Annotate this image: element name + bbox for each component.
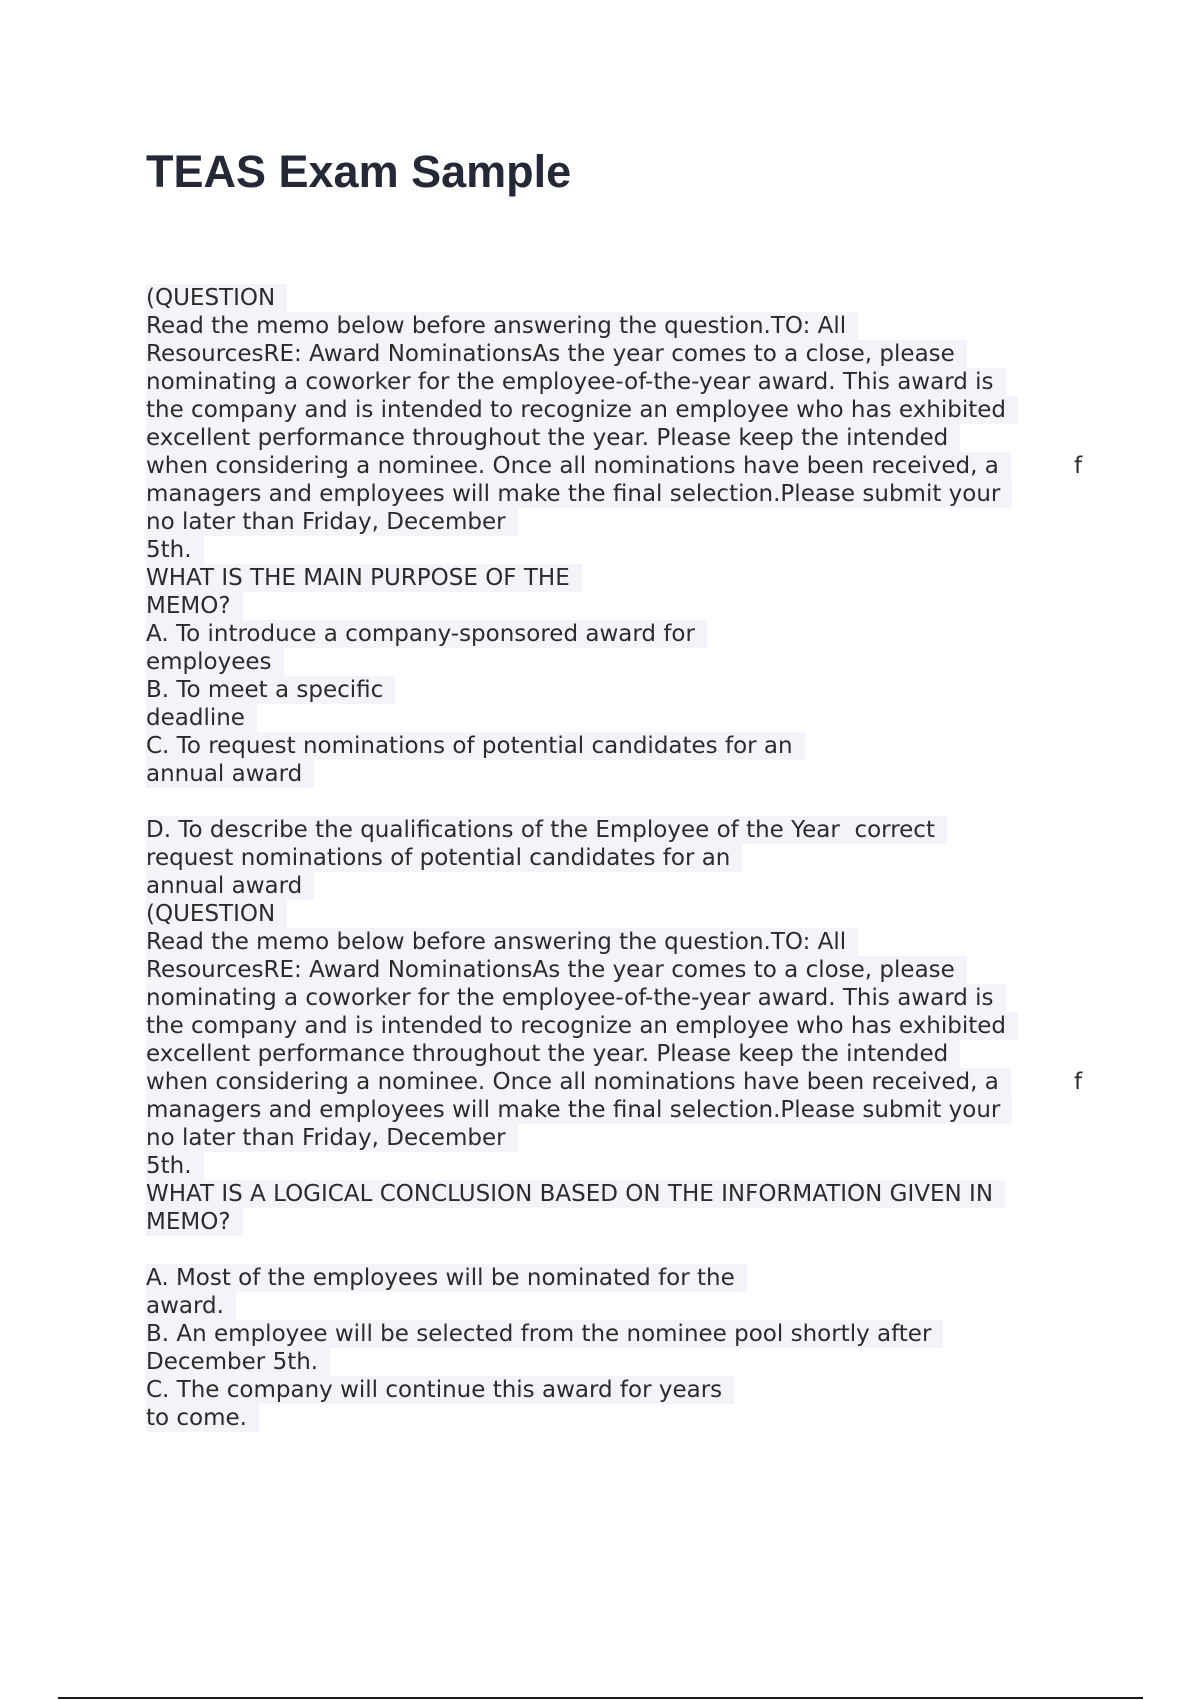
footer-rule xyxy=(58,1697,1143,1699)
answer-option-b: deadline xyxy=(146,704,1146,732)
answer-option-c: to come. xyxy=(146,1404,1146,1432)
memo-line: when considering a nominee. Once all nominations have been received, a f xyxy=(146,453,1083,479)
memo-line: when considering a nominee. Once all nominations have been received, a f xyxy=(146,1069,1083,1095)
memo-line: managers and employees will make the final selection.Please submit your xyxy=(146,1096,1146,1124)
question-prompt: WHAT IS A LOGICAL CONCLUSION BASED ON THE INFORMATION GIVEN IN xyxy=(146,1180,1146,1208)
answer-option-a: A. To introduce a company-sponsored award for xyxy=(146,620,1146,648)
memo-line: Read the memo below before answering the question.TO: All xyxy=(146,312,1146,340)
answer-option-c: C. To request nominations of potential candidates for an xyxy=(146,732,1146,760)
question-header: (QUESTION xyxy=(146,900,1146,928)
answer-option-d: annual award xyxy=(146,872,1146,900)
stray-character: f xyxy=(1074,1069,1083,1095)
question-prompt: WHAT IS THE MAIN PURPOSE OF THE xyxy=(146,564,1146,592)
memo-line: ResourcesRE: Award NominationsAs the year comes to a close, please xyxy=(146,956,1146,984)
answer-option-c: annual award xyxy=(146,760,1146,788)
memo-line: excellent performance throughout the year. Please keep the intended xyxy=(146,424,1146,452)
memo-line: nominating a coworker for the employee-of-the-year award. This award is xyxy=(146,368,1146,396)
answer-option-d: request nominations of potential candidates for an xyxy=(146,844,1146,872)
memo-line: no later than Friday, December xyxy=(146,1124,1146,1152)
memo-line: 5th. xyxy=(146,1152,1146,1180)
answer-option-d: D. To describe the qualifications of the Employee of the Year correct xyxy=(146,816,1146,844)
answer-option-b: December 5th. xyxy=(146,1348,1146,1376)
memo-line: no later than Friday, December xyxy=(146,508,1146,536)
answer-option-b: B. To meet a specific xyxy=(146,676,1146,704)
memo-line: excellent performance throughout the year. Please keep the intended xyxy=(146,1040,1146,1068)
stray-character: f xyxy=(1074,453,1083,479)
memo-line: 5th. xyxy=(146,536,1146,564)
question-prompt: MEMO? xyxy=(146,1208,1146,1236)
document-body xyxy=(146,284,1146,1432)
answer-option-a: employees xyxy=(146,648,1146,676)
memo-line: the company and is intended to recognize an employee who has exhibited xyxy=(146,1012,1146,1040)
answer-option-a: award. xyxy=(146,1292,1146,1320)
memo-line: Read the memo below before answering the question.TO: All xyxy=(146,928,1146,956)
answer-option-a: A. Most of the employees will be nominated for the xyxy=(146,1264,1146,1292)
memo-line: the company and is intended to recognize an employee who has exhibited xyxy=(146,396,1146,424)
memo-line: managers and employees will make the final selection.Please submit your xyxy=(146,480,1146,508)
question-prompt: MEMO? xyxy=(146,592,1146,620)
page-title: TEAS Exam Sample xyxy=(146,146,572,197)
answer-option-b: B. An employee will be selected from the nominee pool shortly after xyxy=(146,1320,1146,1348)
question-header: (QUESTION xyxy=(146,284,1146,312)
memo-line: ResourcesRE: Award NominationsAs the year comes to a close, please xyxy=(146,340,1146,368)
memo-line: nominating a coworker for the employee-of-the-year award. This award is xyxy=(146,984,1146,1012)
answer-option-c: C. The company will continue this award for years xyxy=(146,1376,1146,1404)
